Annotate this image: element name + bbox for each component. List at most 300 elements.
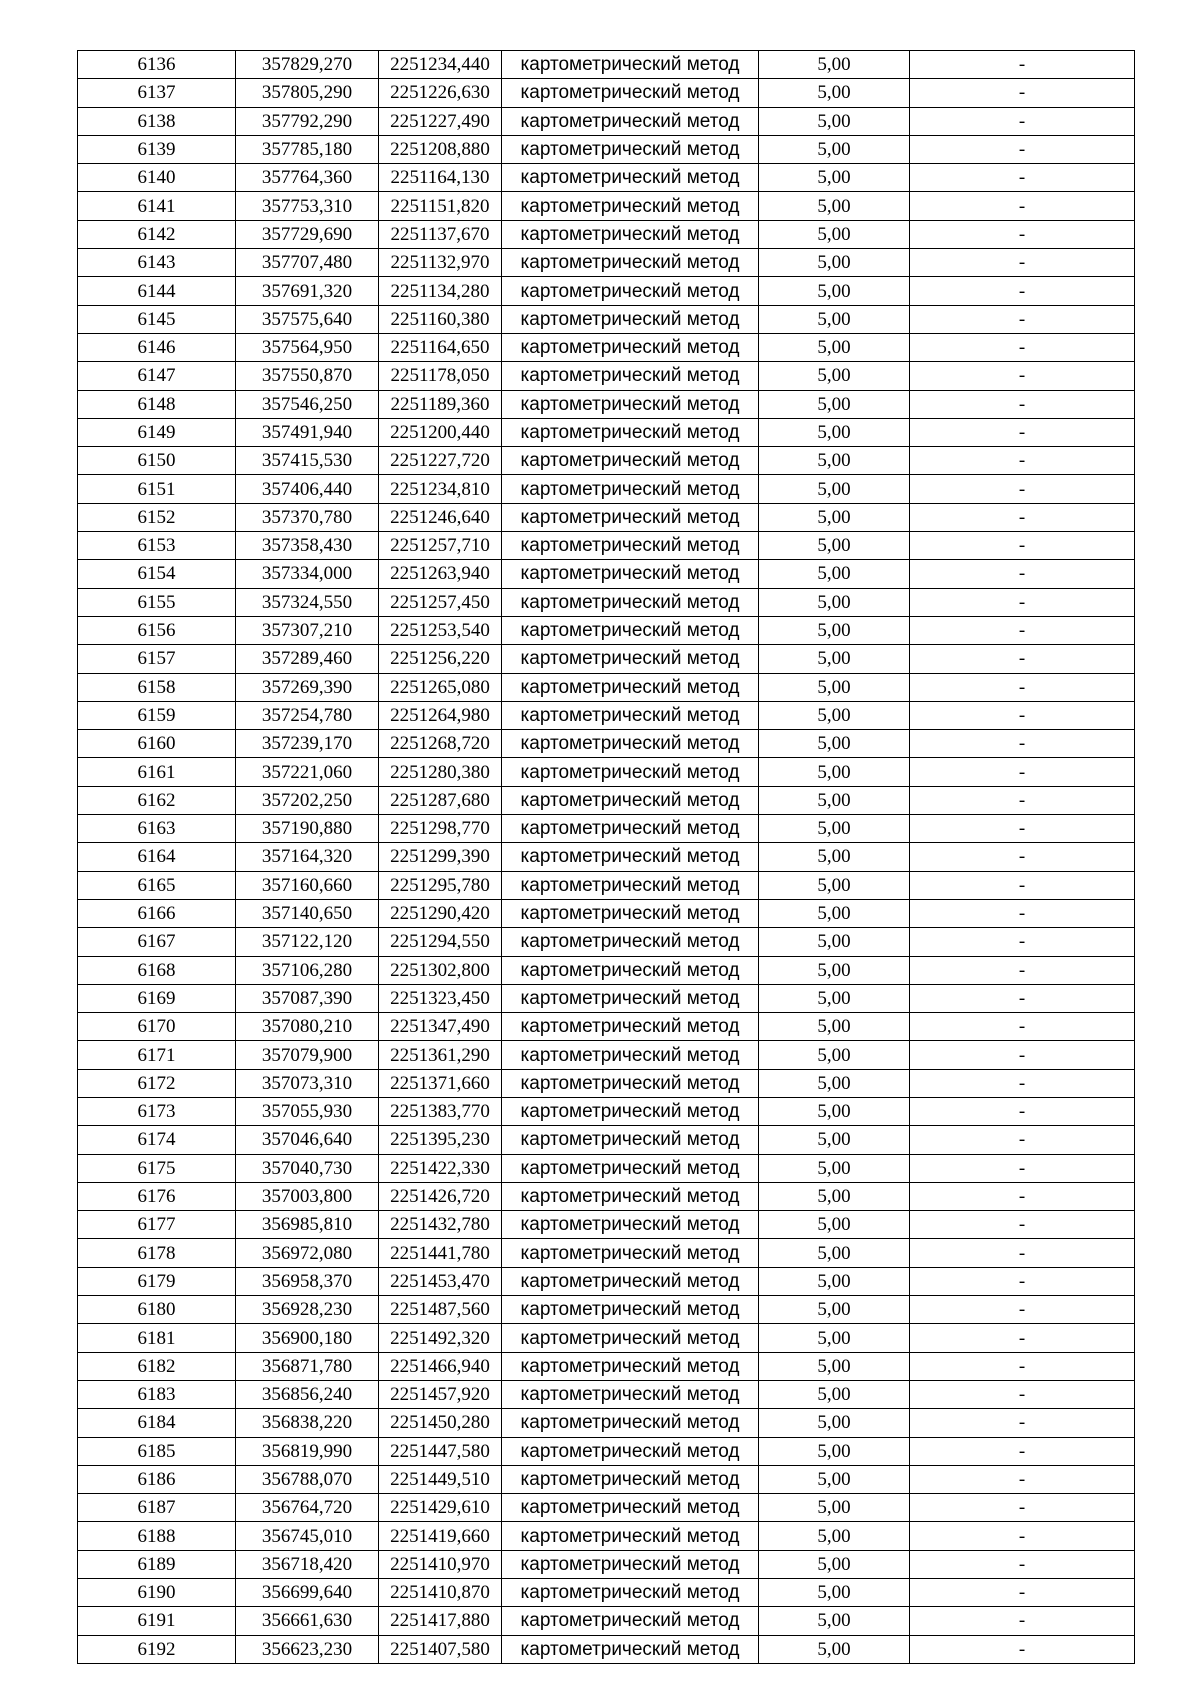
method-cell: картометрический метод xyxy=(502,1380,759,1408)
y-coordinate-cell: 2251189,360 xyxy=(379,390,502,418)
precision-cell: 5,00 xyxy=(759,418,910,446)
precision-cell: 5,00 xyxy=(759,1494,910,1522)
note-cell: - xyxy=(910,843,1135,871)
point-number-cell: 6142 xyxy=(78,220,236,248)
precision-cell: 5,00 xyxy=(759,1154,910,1182)
precision-cell: 5,00 xyxy=(759,843,910,871)
y-coordinate-cell: 2251453,470 xyxy=(379,1267,502,1295)
x-coordinate-cell: 357406,440 xyxy=(236,475,379,503)
point-number-cell: 6177 xyxy=(78,1211,236,1239)
method-cell: картометрический метод xyxy=(502,164,759,192)
point-number-cell: 6178 xyxy=(78,1239,236,1267)
note-cell: - xyxy=(910,79,1135,107)
x-coordinate-cell: 357324,550 xyxy=(236,588,379,616)
x-coordinate-cell: 356764,720 xyxy=(236,1494,379,1522)
x-coordinate-cell: 357805,290 xyxy=(236,79,379,107)
precision-cell: 5,00 xyxy=(759,1041,910,1069)
precision-cell: 5,00 xyxy=(759,1013,910,1041)
x-coordinate-cell: 357334,000 xyxy=(236,560,379,588)
y-coordinate-cell: 2251257,450 xyxy=(379,588,502,616)
note-cell: - xyxy=(910,984,1135,1012)
precision-cell: 5,00 xyxy=(759,51,910,79)
table-row xyxy=(78,277,1135,305)
precision-cell: 5,00 xyxy=(759,362,910,390)
note-cell: - xyxy=(910,1409,1135,1437)
note-cell: - xyxy=(910,1465,1135,1493)
y-coordinate-cell: 2251246,640 xyxy=(379,503,502,531)
note-cell: - xyxy=(910,135,1135,163)
precision-cell: 5,00 xyxy=(759,786,910,814)
method-cell: картометрический метод xyxy=(502,1097,759,1125)
method-cell: картометрический метод xyxy=(502,1437,759,1465)
x-coordinate-cell: 356985,810 xyxy=(236,1211,379,1239)
table-row xyxy=(78,1211,1135,1239)
point-number-cell: 6136 xyxy=(78,51,236,79)
point-number-cell: 6154 xyxy=(78,560,236,588)
table-row xyxy=(78,192,1135,220)
note-cell: - xyxy=(910,560,1135,588)
point-number-cell: 6188 xyxy=(78,1522,236,1550)
precision-cell: 5,00 xyxy=(759,1324,910,1352)
x-coordinate-cell: 357729,690 xyxy=(236,220,379,248)
note-cell: - xyxy=(910,1437,1135,1465)
method-cell: картометрический метод xyxy=(502,1296,759,1324)
table-row xyxy=(78,1607,1135,1635)
table-row xyxy=(78,1380,1135,1408)
point-number-cell: 6153 xyxy=(78,532,236,560)
y-coordinate-cell: 2251449,510 xyxy=(379,1465,502,1493)
table-row xyxy=(78,135,1135,163)
table-row xyxy=(78,51,1135,79)
method-cell: картометрический метод xyxy=(502,758,759,786)
y-coordinate-cell: 2251295,780 xyxy=(379,871,502,899)
method-cell: картометрический метод xyxy=(502,899,759,927)
note-cell: - xyxy=(910,1154,1135,1182)
table-row xyxy=(78,1013,1135,1041)
y-coordinate-cell: 2251383,770 xyxy=(379,1097,502,1125)
table-row xyxy=(78,899,1135,927)
x-coordinate-cell: 357046,640 xyxy=(236,1126,379,1154)
point-number-cell: 6144 xyxy=(78,277,236,305)
note-cell: - xyxy=(910,786,1135,814)
note-cell: - xyxy=(910,277,1135,305)
note-cell: - xyxy=(910,220,1135,248)
table-row xyxy=(78,1154,1135,1182)
y-coordinate-cell: 2251227,490 xyxy=(379,107,502,135)
table-row xyxy=(78,560,1135,588)
precision-cell: 5,00 xyxy=(759,1267,910,1295)
y-coordinate-cell: 2251410,870 xyxy=(379,1579,502,1607)
point-number-cell: 6160 xyxy=(78,730,236,758)
coordinates-table-body xyxy=(78,51,1135,1664)
y-coordinate-cell: 2251419,660 xyxy=(379,1522,502,1550)
point-number-cell: 6140 xyxy=(78,164,236,192)
precision-cell: 5,00 xyxy=(759,956,910,984)
method-cell: картометрический метод xyxy=(502,362,759,390)
point-number-cell: 6192 xyxy=(78,1635,236,1663)
precision-cell: 5,00 xyxy=(759,1465,910,1493)
note-cell: - xyxy=(910,1607,1135,1635)
table-row xyxy=(78,1324,1135,1352)
x-coordinate-cell: 357415,530 xyxy=(236,447,379,475)
method-cell: картометрический метод xyxy=(502,645,759,673)
x-coordinate-cell: 356699,640 xyxy=(236,1579,379,1607)
precision-cell: 5,00 xyxy=(759,730,910,758)
y-coordinate-cell: 2251132,970 xyxy=(379,249,502,277)
point-number-cell: 6141 xyxy=(78,192,236,220)
method-cell: картометрический метод xyxy=(502,1579,759,1607)
note-cell: - xyxy=(910,447,1135,475)
table-row xyxy=(78,1579,1135,1607)
table-row xyxy=(78,475,1135,503)
method-cell: картометрический метод xyxy=(502,1126,759,1154)
precision-cell: 5,00 xyxy=(759,1437,910,1465)
x-coordinate-cell: 356718,420 xyxy=(236,1550,379,1578)
precision-cell: 5,00 xyxy=(759,1635,910,1663)
method-cell: картометрический метод xyxy=(502,333,759,361)
table-row xyxy=(78,1550,1135,1578)
point-number-cell: 6145 xyxy=(78,305,236,333)
point-number-cell: 6155 xyxy=(78,588,236,616)
point-number-cell: 6138 xyxy=(78,107,236,135)
x-coordinate-cell: 357140,650 xyxy=(236,899,379,927)
x-coordinate-cell: 357079,900 xyxy=(236,1041,379,1069)
y-coordinate-cell: 2251294,550 xyxy=(379,928,502,956)
point-number-cell: 6167 xyxy=(78,928,236,956)
point-number-cell: 6161 xyxy=(78,758,236,786)
y-coordinate-cell: 2251298,770 xyxy=(379,815,502,843)
x-coordinate-cell: 357122,120 xyxy=(236,928,379,956)
method-cell: картометрический метод xyxy=(502,107,759,135)
x-coordinate-cell: 357202,250 xyxy=(236,786,379,814)
y-coordinate-cell: 2251263,940 xyxy=(379,560,502,588)
note-cell: - xyxy=(910,51,1135,79)
y-coordinate-cell: 2251151,820 xyxy=(379,192,502,220)
y-coordinate-cell: 2251257,710 xyxy=(379,532,502,560)
point-number-cell: 6181 xyxy=(78,1324,236,1352)
method-cell: картометрический метод xyxy=(502,390,759,418)
precision-cell: 5,00 xyxy=(759,673,910,701)
method-cell: картометрический метод xyxy=(502,1239,759,1267)
note-cell: - xyxy=(910,1324,1135,1352)
x-coordinate-cell: 357254,780 xyxy=(236,701,379,729)
precision-cell: 5,00 xyxy=(759,220,910,248)
precision-cell: 5,00 xyxy=(759,532,910,560)
y-coordinate-cell: 2251492,320 xyxy=(379,1324,502,1352)
method-cell: картометрический метод xyxy=(502,1352,759,1380)
point-number-cell: 6168 xyxy=(78,956,236,984)
precision-cell: 5,00 xyxy=(759,1069,910,1097)
y-coordinate-cell: 2251134,280 xyxy=(379,277,502,305)
x-coordinate-cell: 357106,280 xyxy=(236,956,379,984)
y-coordinate-cell: 2251280,380 xyxy=(379,758,502,786)
method-cell: картометрический метод xyxy=(502,249,759,277)
precision-cell: 5,00 xyxy=(759,928,910,956)
x-coordinate-cell: 356871,780 xyxy=(236,1352,379,1380)
method-cell: картометрический метод xyxy=(502,984,759,1012)
method-cell: картометрический метод xyxy=(502,503,759,531)
table-row xyxy=(78,447,1135,475)
note-cell: - xyxy=(910,503,1135,531)
x-coordinate-cell: 357358,430 xyxy=(236,532,379,560)
method-cell: картометрический метод xyxy=(502,956,759,984)
note-cell: - xyxy=(910,899,1135,927)
table-row xyxy=(78,928,1135,956)
y-coordinate-cell: 2251441,780 xyxy=(379,1239,502,1267)
note-cell: - xyxy=(910,928,1135,956)
precision-cell: 5,00 xyxy=(759,758,910,786)
x-coordinate-cell: 356661,630 xyxy=(236,1607,379,1635)
y-coordinate-cell: 2251407,580 xyxy=(379,1635,502,1663)
precision-cell: 5,00 xyxy=(759,1126,910,1154)
x-coordinate-cell: 356838,220 xyxy=(236,1409,379,1437)
note-cell: - xyxy=(910,1579,1135,1607)
y-coordinate-cell: 2251200,440 xyxy=(379,418,502,446)
precision-cell: 5,00 xyxy=(759,645,910,673)
method-cell: картометрический метод xyxy=(502,1635,759,1663)
point-number-cell: 6185 xyxy=(78,1437,236,1465)
note-cell: - xyxy=(910,956,1135,984)
precision-cell: 5,00 xyxy=(759,1409,910,1437)
precision-cell: 5,00 xyxy=(759,1579,910,1607)
x-coordinate-cell: 357289,460 xyxy=(236,645,379,673)
x-coordinate-cell: 357087,390 xyxy=(236,984,379,1012)
note-cell: - xyxy=(910,1635,1135,1663)
y-coordinate-cell: 2251234,440 xyxy=(379,51,502,79)
x-coordinate-cell: 357164,320 xyxy=(236,843,379,871)
y-coordinate-cell: 2251323,450 xyxy=(379,984,502,1012)
table-row xyxy=(78,1409,1135,1437)
y-coordinate-cell: 2251137,670 xyxy=(379,220,502,248)
x-coordinate-cell: 357792,290 xyxy=(236,107,379,135)
note-cell: - xyxy=(910,758,1135,786)
method-cell: картометрический метод xyxy=(502,1211,759,1239)
table-row xyxy=(78,758,1135,786)
precision-cell: 5,00 xyxy=(759,588,910,616)
precision-cell: 5,00 xyxy=(759,871,910,899)
note-cell: - xyxy=(910,1069,1135,1097)
y-coordinate-cell: 2251253,540 xyxy=(379,616,502,644)
precision-cell: 5,00 xyxy=(759,1239,910,1267)
y-coordinate-cell: 2251208,880 xyxy=(379,135,502,163)
precision-cell: 5,00 xyxy=(759,899,910,927)
method-cell: картометрический метод xyxy=(502,786,759,814)
precision-cell: 5,00 xyxy=(759,164,910,192)
point-number-cell: 6149 xyxy=(78,418,236,446)
note-cell: - xyxy=(910,1267,1135,1295)
precision-cell: 5,00 xyxy=(759,1550,910,1578)
table-row xyxy=(78,1465,1135,1493)
y-coordinate-cell: 2251371,660 xyxy=(379,1069,502,1097)
precision-cell: 5,00 xyxy=(759,107,910,135)
method-cell: картометрический метод xyxy=(502,1465,759,1493)
note-cell: - xyxy=(910,305,1135,333)
x-coordinate-cell: 357753,310 xyxy=(236,192,379,220)
precision-cell: 5,00 xyxy=(759,475,910,503)
note-cell: - xyxy=(910,1097,1135,1125)
method-cell: картометрический метод xyxy=(502,1550,759,1578)
point-number-cell: 6173 xyxy=(78,1097,236,1125)
table-row xyxy=(78,362,1135,390)
precision-cell: 5,00 xyxy=(759,1296,910,1324)
method-cell: картометрический метод xyxy=(502,560,759,588)
table-row xyxy=(78,956,1135,984)
point-number-cell: 6162 xyxy=(78,786,236,814)
table-row xyxy=(78,1097,1135,1125)
point-number-cell: 6174 xyxy=(78,1126,236,1154)
method-cell: картометрический метод xyxy=(502,1069,759,1097)
method-cell: картометрический метод xyxy=(502,928,759,956)
y-coordinate-cell: 2251268,720 xyxy=(379,730,502,758)
point-number-cell: 6164 xyxy=(78,843,236,871)
table-row xyxy=(78,220,1135,248)
point-number-cell: 6165 xyxy=(78,871,236,899)
note-cell: - xyxy=(910,390,1135,418)
y-coordinate-cell: 2251432,780 xyxy=(379,1211,502,1239)
y-coordinate-cell: 2251234,810 xyxy=(379,475,502,503)
note-cell: - xyxy=(910,616,1135,644)
precision-cell: 5,00 xyxy=(759,249,910,277)
note-cell: - xyxy=(910,192,1135,220)
x-coordinate-cell: 357269,390 xyxy=(236,673,379,701)
point-number-cell: 6148 xyxy=(78,390,236,418)
x-coordinate-cell: 357003,800 xyxy=(236,1182,379,1210)
x-coordinate-cell: 357491,940 xyxy=(236,418,379,446)
method-cell: картометрический метод xyxy=(502,730,759,758)
y-coordinate-cell: 2251299,390 xyxy=(379,843,502,871)
y-coordinate-cell: 2251227,720 xyxy=(379,447,502,475)
note-cell: - xyxy=(910,1550,1135,1578)
x-coordinate-cell: 356745,010 xyxy=(236,1522,379,1550)
note-cell: - xyxy=(910,1013,1135,1041)
note-cell: - xyxy=(910,1126,1135,1154)
y-coordinate-cell: 2251265,080 xyxy=(379,673,502,701)
x-coordinate-cell: 357707,480 xyxy=(236,249,379,277)
method-cell: картометрический метод xyxy=(502,871,759,899)
precision-cell: 5,00 xyxy=(759,1380,910,1408)
method-cell: картометрический метод xyxy=(502,79,759,107)
method-cell: картометрический метод xyxy=(502,532,759,560)
y-coordinate-cell: 2251426,720 xyxy=(379,1182,502,1210)
table-row xyxy=(78,1522,1135,1550)
y-coordinate-cell: 2251410,970 xyxy=(379,1550,502,1578)
note-cell: - xyxy=(910,815,1135,843)
table-row xyxy=(78,1635,1135,1663)
method-cell: картометрический метод xyxy=(502,1267,759,1295)
x-coordinate-cell: 357564,950 xyxy=(236,333,379,361)
method-cell: картометрический метод xyxy=(502,475,759,503)
y-coordinate-cell: 2251361,290 xyxy=(379,1041,502,1069)
method-cell: картометрический метод xyxy=(502,1494,759,1522)
y-coordinate-cell: 2251347,490 xyxy=(379,1013,502,1041)
precision-cell: 5,00 xyxy=(759,277,910,305)
precision-cell: 5,00 xyxy=(759,305,910,333)
y-coordinate-cell: 2251487,560 xyxy=(379,1296,502,1324)
point-number-cell: 6183 xyxy=(78,1380,236,1408)
table-row xyxy=(78,333,1135,361)
x-coordinate-cell: 357370,780 xyxy=(236,503,379,531)
precision-cell: 5,00 xyxy=(759,135,910,163)
point-number-cell: 6190 xyxy=(78,1579,236,1607)
point-number-cell: 6191 xyxy=(78,1607,236,1635)
x-coordinate-cell: 356972,080 xyxy=(236,1239,379,1267)
precision-cell: 5,00 xyxy=(759,815,910,843)
y-coordinate-cell: 2251164,130 xyxy=(379,164,502,192)
table-row xyxy=(78,871,1135,899)
method-cell: картометрический метод xyxy=(502,1607,759,1635)
table-row xyxy=(78,730,1135,758)
x-coordinate-cell: 356928,230 xyxy=(236,1296,379,1324)
method-cell: картометрический метод xyxy=(502,843,759,871)
note-cell: - xyxy=(910,532,1135,560)
y-coordinate-cell: 2251466,940 xyxy=(379,1352,502,1380)
precision-cell: 5,00 xyxy=(759,1352,910,1380)
table-row xyxy=(78,815,1135,843)
table-row xyxy=(78,249,1135,277)
method-cell: картометрический метод xyxy=(502,277,759,305)
table-row xyxy=(78,503,1135,531)
y-coordinate-cell: 2251287,680 xyxy=(379,786,502,814)
y-coordinate-cell: 2251395,230 xyxy=(379,1126,502,1154)
table-row xyxy=(78,305,1135,333)
note-cell: - xyxy=(910,645,1135,673)
x-coordinate-cell: 357221,060 xyxy=(236,758,379,786)
precision-cell: 5,00 xyxy=(759,503,910,531)
x-coordinate-cell: 357307,210 xyxy=(236,616,379,644)
x-coordinate-cell: 357691,320 xyxy=(236,277,379,305)
note-cell: - xyxy=(910,1522,1135,1550)
point-number-cell: 6182 xyxy=(78,1352,236,1380)
coordinates-table xyxy=(77,50,1135,1664)
note-cell: - xyxy=(910,164,1135,192)
method-cell: картометрический метод xyxy=(502,1013,759,1041)
precision-cell: 5,00 xyxy=(759,1211,910,1239)
point-number-cell: 6172 xyxy=(78,1069,236,1097)
table-row xyxy=(78,1041,1135,1069)
precision-cell: 5,00 xyxy=(759,1522,910,1550)
table-row xyxy=(78,984,1135,1012)
note-cell: - xyxy=(910,1182,1135,1210)
table-row xyxy=(78,164,1135,192)
point-number-cell: 6150 xyxy=(78,447,236,475)
note-cell: - xyxy=(910,1211,1135,1239)
x-coordinate-cell: 357785,180 xyxy=(236,135,379,163)
table-row xyxy=(78,1296,1135,1324)
point-number-cell: 6143 xyxy=(78,249,236,277)
table-row xyxy=(78,1182,1135,1210)
x-coordinate-cell: 357764,360 xyxy=(236,164,379,192)
method-cell: картометрический метод xyxy=(502,701,759,729)
x-coordinate-cell: 357080,210 xyxy=(236,1013,379,1041)
point-number-cell: 6137 xyxy=(78,79,236,107)
precision-cell: 5,00 xyxy=(759,192,910,220)
x-coordinate-cell: 357550,870 xyxy=(236,362,379,390)
y-coordinate-cell: 2251178,050 xyxy=(379,362,502,390)
note-cell: - xyxy=(910,673,1135,701)
point-number-cell: 6156 xyxy=(78,616,236,644)
table-row xyxy=(78,843,1135,871)
x-coordinate-cell: 356856,240 xyxy=(236,1380,379,1408)
table-row xyxy=(78,1267,1135,1295)
precision-cell: 5,00 xyxy=(759,1607,910,1635)
y-coordinate-cell: 2251457,920 xyxy=(379,1380,502,1408)
point-number-cell: 6158 xyxy=(78,673,236,701)
y-coordinate-cell: 2251226,630 xyxy=(379,79,502,107)
method-cell: картометрический метод xyxy=(502,673,759,701)
note-cell: - xyxy=(910,1041,1135,1069)
precision-cell: 5,00 xyxy=(759,1182,910,1210)
precision-cell: 5,00 xyxy=(759,984,910,1012)
